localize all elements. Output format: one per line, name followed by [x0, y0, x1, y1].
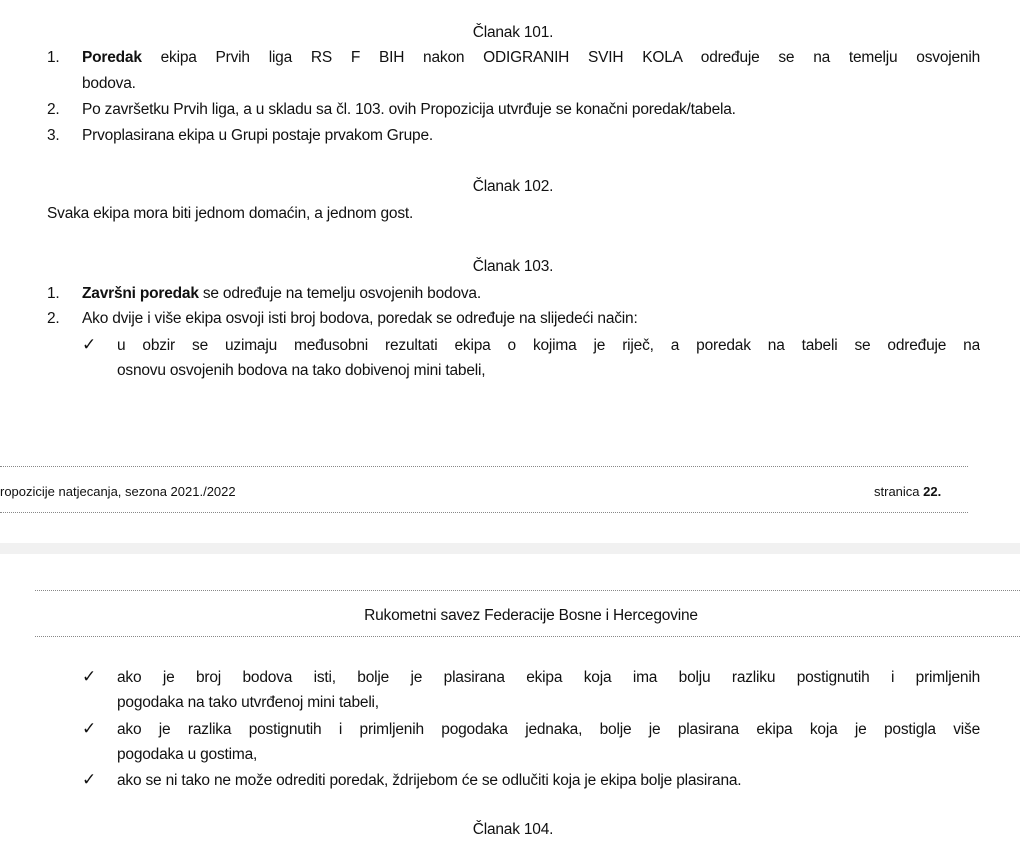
check-icon: ✓ — [82, 770, 97, 789]
header-rule-bottom — [35, 636, 1020, 637]
header-rule-top — [35, 590, 1020, 591]
footer-rule-bottom — [0, 512, 968, 513]
bold-term: Poredak — [82, 49, 142, 66]
page-number: 22. — [923, 484, 942, 499]
list-item-line: ekipa Prvih liga RS F BIH nakon ODIGRANIH SVIH KOLA određuje se na temelju osvojenih — [141, 49, 980, 66]
list-item-text: Ako dvije i više ekipa osvoji isti broj bodova, poredak se određuje na slijedeći način: — [82, 310, 638, 327]
check-icon: ✓ — [82, 719, 97, 738]
bullet-continuation: pogodaka u gostima, — [117, 746, 258, 763]
list-number: 2. — [47, 101, 60, 118]
article-104-heading: Članak 104. — [472, 821, 554, 838]
list-item-line: se određuje na temelju osvojenih bodova. — [198, 285, 481, 302]
list-number: 3. — [47, 127, 60, 144]
list-item-text — [82, 47, 980, 69]
page-header-title: Rukometni savez Federacije Bosne i Hercegovine — [364, 607, 698, 624]
footer-rule-top — [0, 466, 968, 467]
list-item-text: Po završetku Prvih liga, a u skladu sa čl. 103. ovih Propozicija utvrđuje se konačni poredak/tabela. — [82, 101, 736, 118]
bullet-text: ako je broj bodova isti, bolje je plasirana ekipa koja ima bolju razliku postignutih i primljenih — [117, 669, 980, 686]
check-icon: ✓ — [82, 667, 97, 686]
list-number: 1. — [47, 49, 60, 66]
page-separator — [0, 543, 1020, 554]
bullet-continuation: pogodaka na tako utvrđenoj mini tabeli, — [117, 694, 379, 711]
check-icon: ✓ — [82, 335, 97, 354]
bullet-text: u obzir se uzimaju međusobni rezultati ekipa o kojima je riječ, a poredak na tabeli se određuje na — [117, 337, 980, 354]
footer-page-label — [874, 481, 941, 503]
footer-left-text: ropozicije natjecanja, sezona 2021./2022 — [0, 484, 236, 499]
bullet-text: ako se ni tako ne može odrediti poredak, ždrijebom će se odlučiti koja je ekipa bolje plasirana. — [117, 772, 742, 789]
list-item-continuation: bodova. — [82, 75, 136, 92]
article-101-heading: Članak 101. — [472, 24, 554, 41]
list-item-text — [82, 283, 481, 305]
page-label: stranica — [874, 484, 924, 499]
bullet-text: ako je razlika postignutih i primljenih pogodaka jednaka, bolje je plasirana ekipa koja je postigla više — [117, 721, 980, 738]
article-102-heading: Članak 102. — [472, 178, 554, 195]
list-number: 1. — [47, 285, 60, 302]
list-item-text: Prvoplasirana ekipa u Grupi postaje prvakom Grupe. — [82, 127, 433, 144]
bullet-continuation: osnovu osvojenih bodova na tako dobivenoj mini tabeli, — [117, 362, 486, 379]
list-number: 2. — [47, 310, 60, 327]
article-102-text: Svaka ekipa mora biti jednom domaćin, a jednom gost. — [47, 205, 414, 222]
article-103-heading: Članak 103. — [472, 258, 554, 275]
bold-term: Završni poredak — [82, 285, 199, 302]
